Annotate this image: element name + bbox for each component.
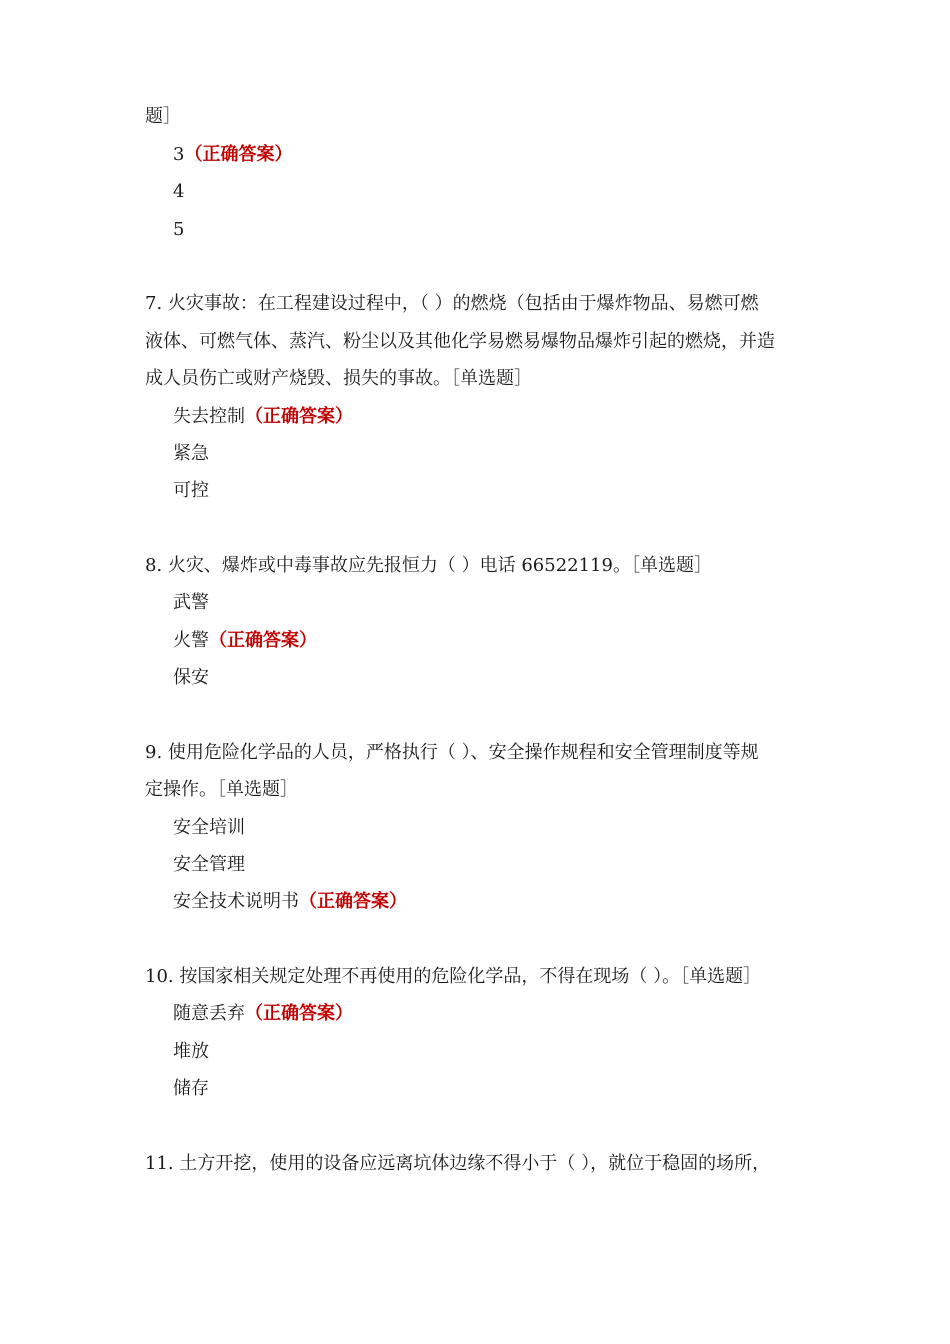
question-11-text-line-1: 11. 土方开挖，使用的设备应远离坑体边缘不得小于（ ），就位于稳固的场所， [145, 1153, 771, 1174]
question-7-text-line-2: 液体、可燃气体、蒸汽、粉尘以及其他化学易燃易爆物品爆炸引起的燃烧，并造 [145, 331, 775, 352]
question-6-option-b: 4 [173, 181, 185, 202]
correct-answer-mark: （正确答案） [245, 406, 353, 427]
question-9-text-line-1: 9. 使用危险化学品的人员，严格执行（ ）、安全操作规程和安全管理制度等规 [145, 742, 759, 763]
question-7-text-line-3: 成人员伤亡或财产烧毁、损失的事故。［单选题］ [145, 368, 532, 389]
question-8-option-c: 保安 [173, 667, 209, 688]
correct-answer-mark: （正确答案） [184, 144, 293, 165]
correct-answer-mark: （正确答案） [245, 1003, 353, 1024]
question-10-option-c: 储存 [173, 1078, 209, 1099]
question-8-option-b [173, 629, 317, 653]
question-10-text-line-1: 10. 按国家相关规定处理不再使用的危险化学品，不得在现场（ ）。［单选题］ [145, 966, 762, 987]
question-10-option-a [173, 1002, 353, 1026]
question-7-option-c: 可控 [173, 480, 209, 501]
question-9-text-line-2: 定操作。［单选题］ [145, 779, 298, 800]
correct-answer-mark: （正确答案） [299, 891, 407, 912]
question-6-text-tail: 题］ [145, 106, 181, 127]
option-text: 安全技术说明书 [173, 891, 299, 912]
question-9-option-a: 安全培训 [173, 817, 245, 838]
question-6-option-c: 5 [173, 219, 185, 240]
correct-answer-mark: （正确答案） [209, 630, 317, 651]
question-9-option-c [173, 890, 407, 914]
question-10-option-b: 堆放 [173, 1041, 209, 1062]
option-text: 火警 [173, 630, 209, 651]
option-text: 随意丢弃 [173, 1003, 245, 1024]
question-7-option-b: 紧急 [173, 443, 209, 464]
question-8-text-line-1: 8. 火灾、爆炸或中毒事故应先报恒力（ ）电话 66522119。［单选题］ [145, 555, 712, 576]
question-9-option-b: 安全管理 [173, 854, 245, 875]
question-6-option-a [173, 143, 292, 167]
option-text: 3 [173, 144, 185, 165]
option-text: 失去控制 [173, 406, 245, 427]
question-7-text-line-1: 7. 火灾事故：在工程建设过程中，（ ）的燃烧（包括由于爆炸物品、易燃可燃 [145, 293, 759, 314]
question-7-option-a [173, 405, 353, 429]
question-8-option-a: 武警 [173, 592, 209, 613]
